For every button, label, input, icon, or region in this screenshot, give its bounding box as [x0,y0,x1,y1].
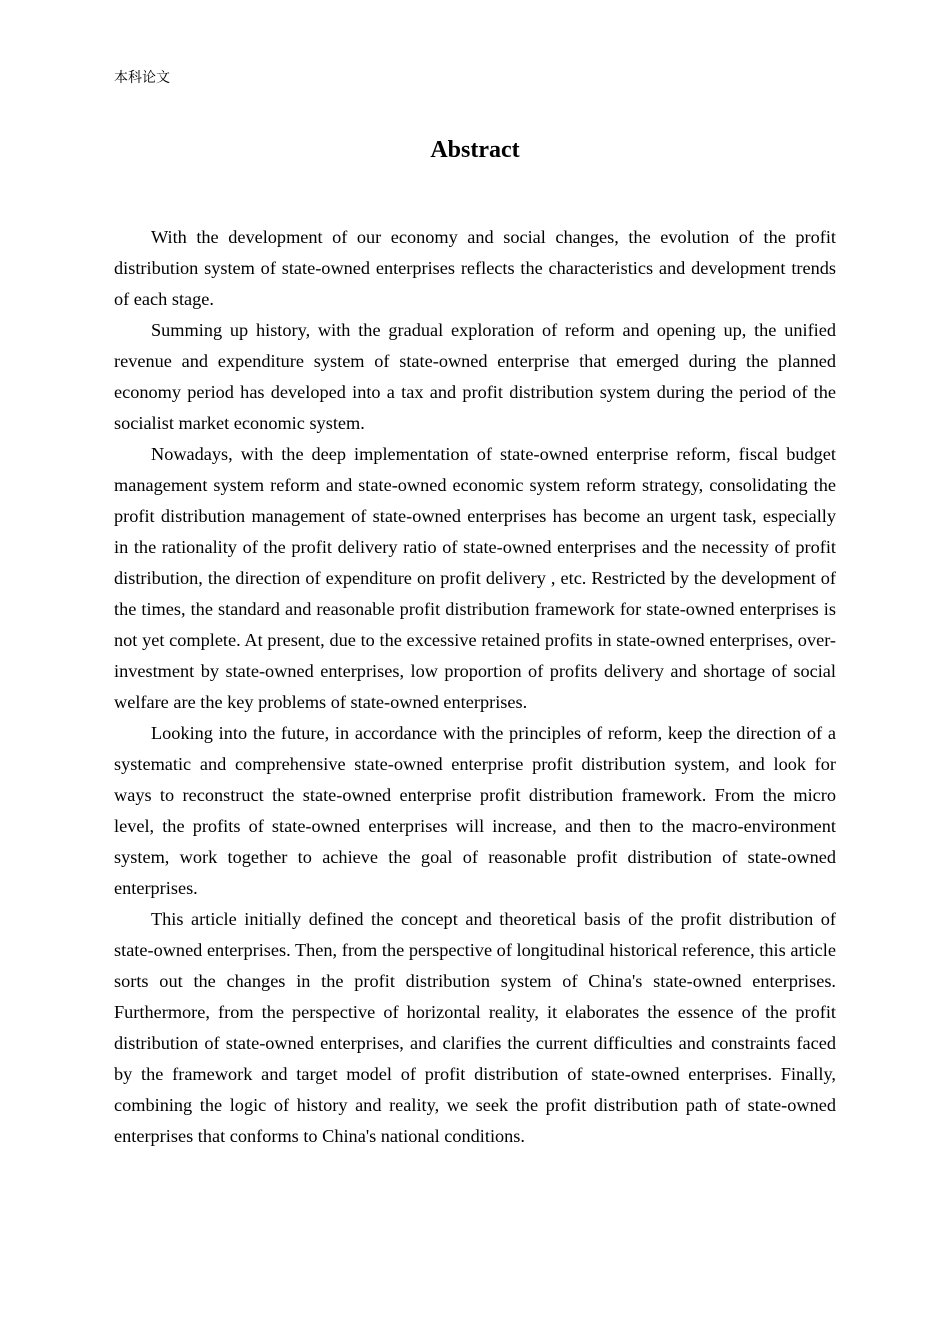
abstract-paragraph-2: Summing up history, with the gradual exploration of reform and opening up, the unified revenue and expenditure system of state-owned enterprise that emerged during the planned economy period has developed into a tax and profit distribution system during the period of the socialist market economic system. [114,320,836,433]
abstract-paragraph-3: Nowadays, with the deep implementation of state-owned enterprise reform, fiscal budget management system reform and state-owned economic system reform strategy, consolidating the profit distribution management of state-owned enterprises has become an urgent task, especially in the rationality of the profit delivery ratio of state-owned enterprises and the necessity of profit distribution, the direction of expenditure on profit delivery , etc. Restricted by the development of the times, the standard and reasonable profit distribution framework for state-owned enterprises is not yet complete. At present, due to the excessive retained profits in state-owned enterprises, over-investment by state-owned enterprises, low proportion of profits delivery and shortage of social welfare are the key problems of state-owned enterprises. [114,444,836,712]
abstract-paragraph-4: Looking into the future, in accordance with the principles of reform, keep the direction of a systematic and comprehensive state-owned enterprise profit distribution system, and look for ways to reconstruct the state-owned enterprise profit distribution framework. From the micro level, the profits of state-owned enterprises will increase, and then to the macro-environment system, work together to achieve the goal of reasonable profit distribution of state-owned enterprises. [114,723,836,898]
abstract-paragraph-1: With the development of our economy and social changes, the evolution of the profit distribution system of state-owned enterprises reflects the characteristics and development trends of each stage. [114,227,836,309]
abstract-body [114,222,836,1152]
abstract-paragraph-5: This article initially defined the concept and theoretical basis of the profit distribution of state-owned enterprises. Then, from the perspective of longitudinal historical reference, this article sorts out the changes in the profit distribution system of China's state-owned enterprises. Furthermore, from the perspective of horizontal reality, it elaborates the essence of the profit distribution of state-owned enterprises, and clarifies the current difficulties and constraints faced by the framework and target model of profit distribution of state-owned enterprises. Finally, combining the logic of history and reality, we seek the profit distribution path of state-owned enterprises that conforms to China's national conditions. [114,909,836,1146]
abstract-title: Abstract [430,137,520,163]
running-header: 本科论文 [114,70,170,86]
